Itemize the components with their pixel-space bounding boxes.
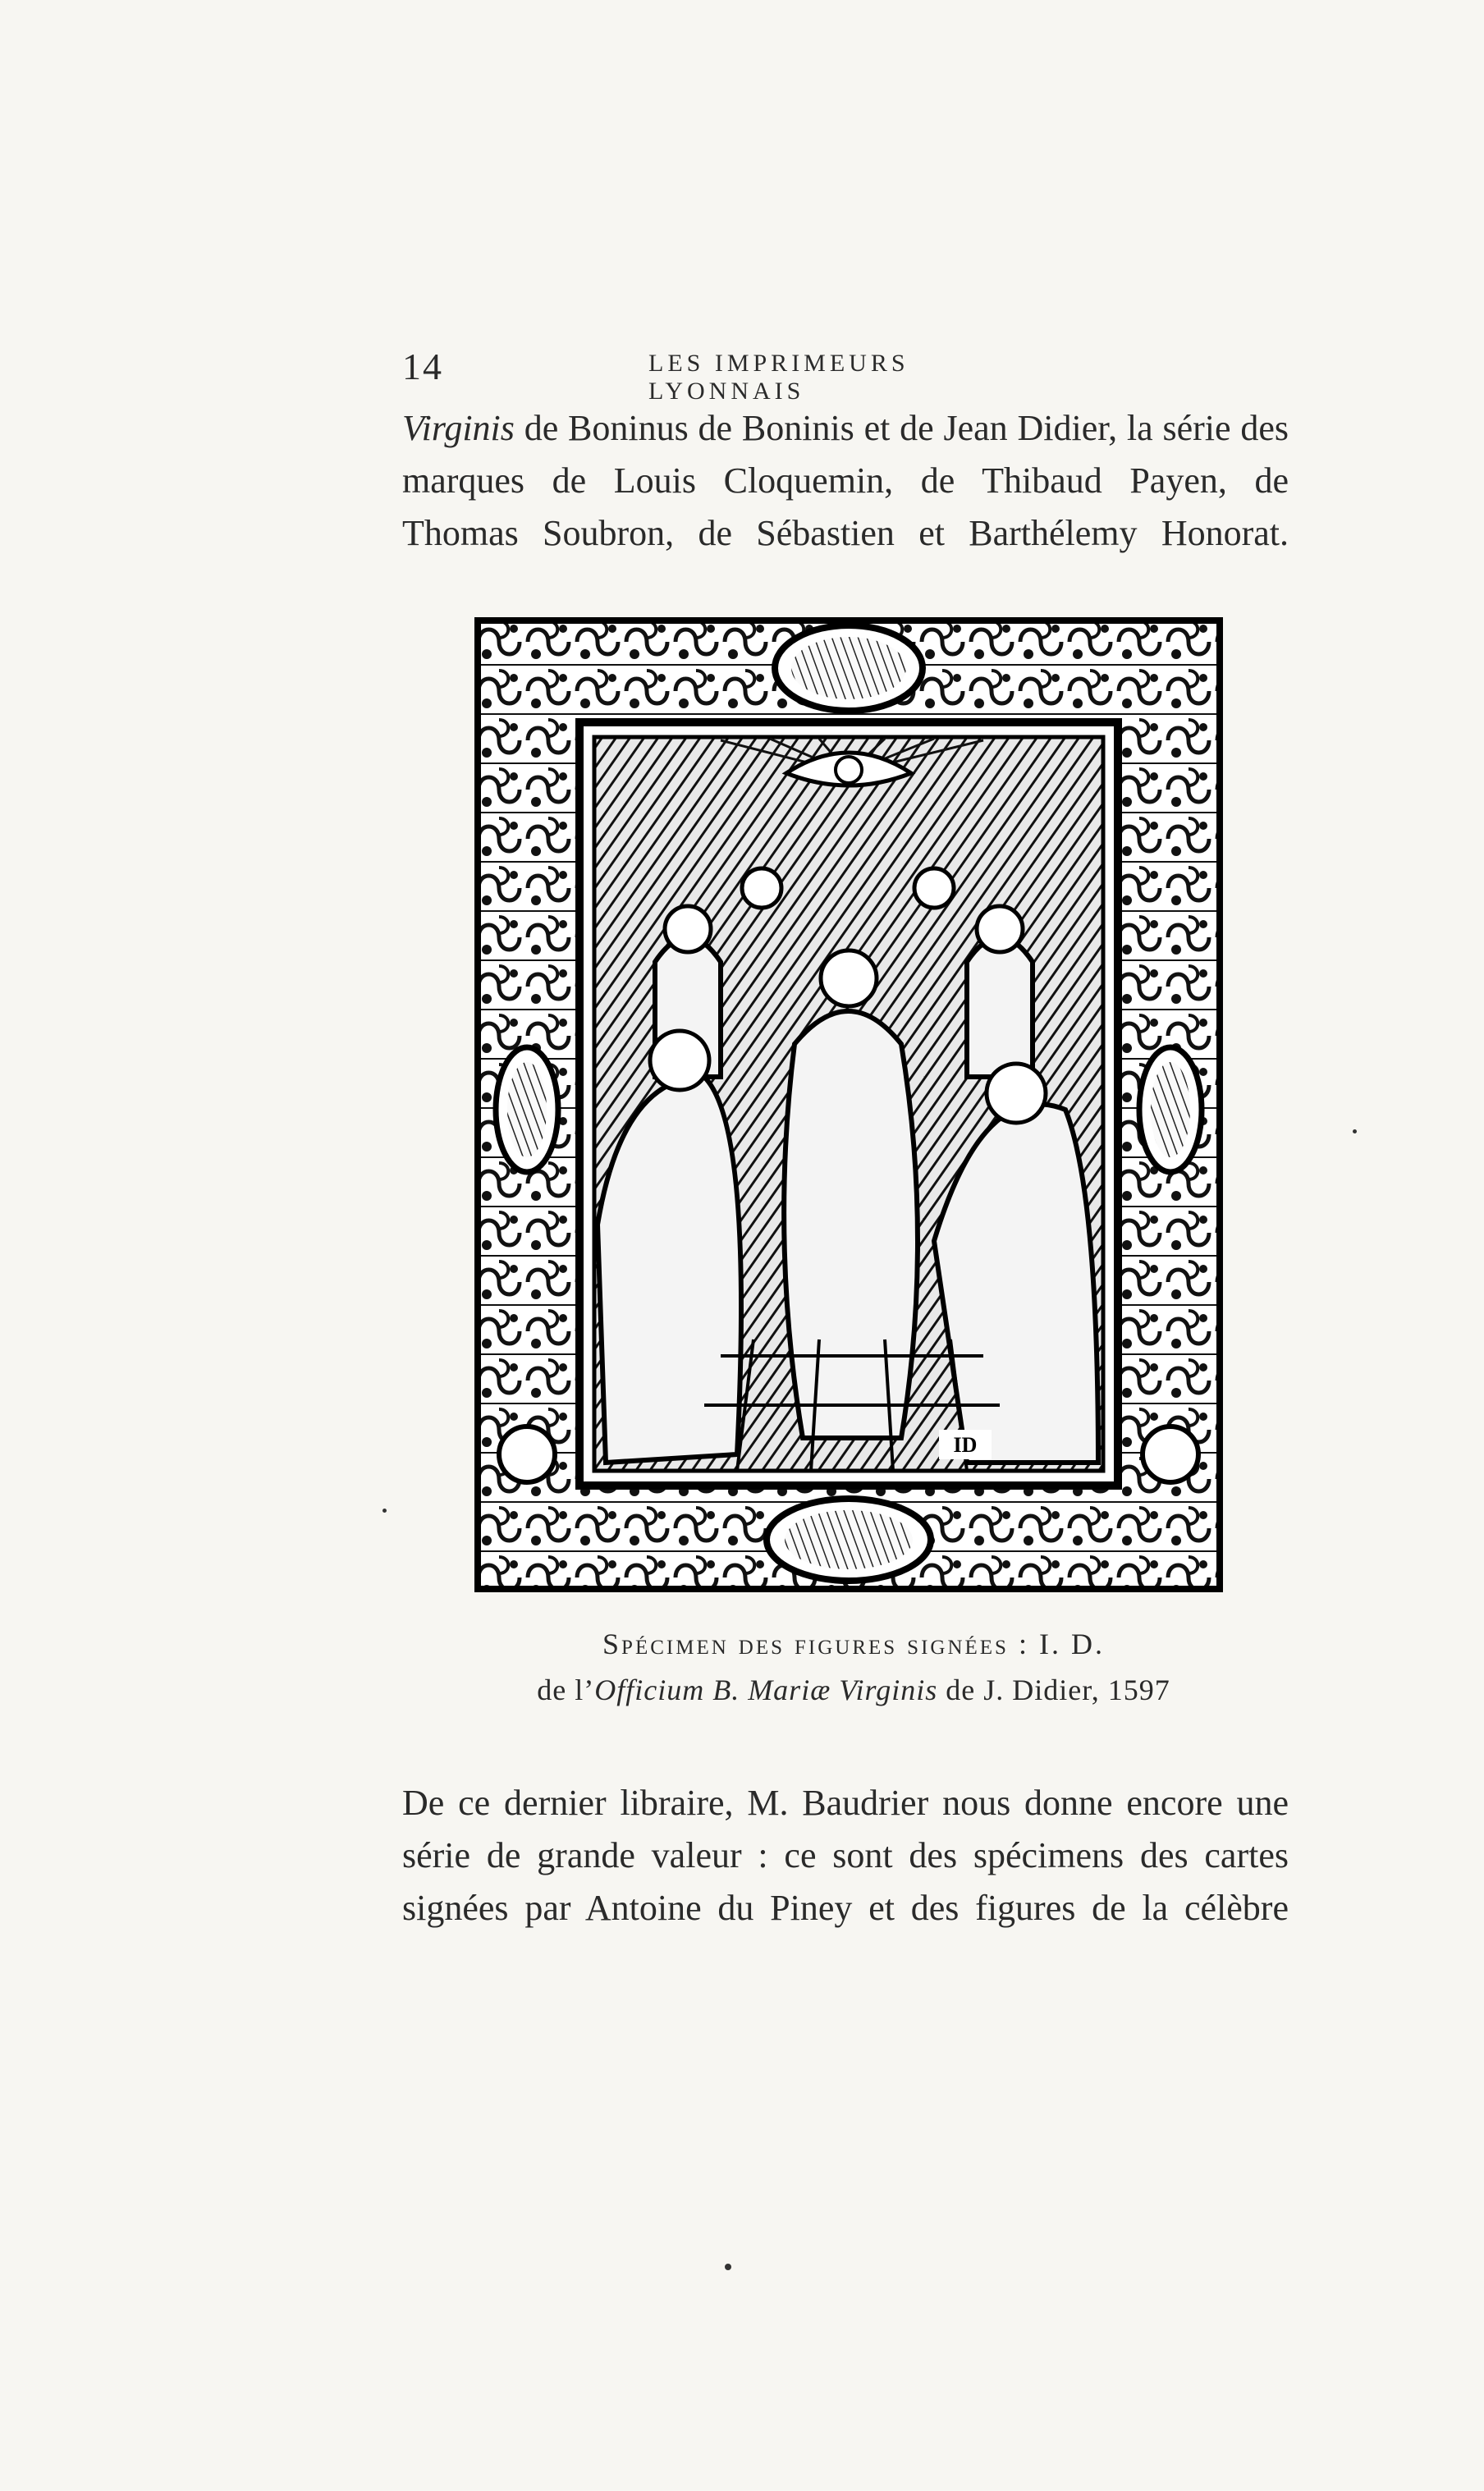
woodcut-illustration (474, 617, 1223, 1592)
line-text: de Boninus de Boninis et de Jean Didier, la série des (514, 408, 1289, 448)
caption-line-1 (427, 1627, 1280, 1661)
paragraph-top (402, 402, 1289, 560)
paragraph-line: Thomas Soubron, de Sébastien et Barthélemy Honorat. (402, 513, 1289, 553)
caption-book-title: Officium B. Mariæ Virginis (594, 1674, 938, 1706)
ink-speck (382, 1509, 387, 1513)
ink-speck (725, 2264, 731, 2270)
caption-prefix: de l’ (537, 1674, 595, 1706)
page-number: 14 (402, 346, 443, 387)
ink-speck (1353, 1129, 1357, 1133)
paragraph-line (402, 402, 1289, 455)
paragraph-line: marques de Louis Cloquemin, de Thibaud Payen, de (402, 460, 1289, 501)
paragraph-line: De ce dernier libraire, M. Baudrier nous donne encore une (402, 1783, 1289, 1823)
paragraph-line: série de grande valeur : ce sont des spécimens des cartes (402, 1835, 1289, 1875)
caption-text: Spécimen des figures signées : I. D. (602, 1628, 1105, 1660)
paragraph-bottom (402, 1777, 1289, 1935)
running-title: LES IMPRIMEURS LYONNAIS (648, 350, 909, 405)
monogram-label: ID (953, 1433, 978, 1457)
paragraph-line: signées par Antoine du Piney et des figures de la célèbre (402, 1888, 1289, 1928)
running-head (402, 345, 1059, 405)
caption-suffix: de J. Didier, 1597 (937, 1674, 1170, 1706)
caption-line-2 (427, 1673, 1280, 1707)
italic-word: Virginis (402, 408, 515, 448)
